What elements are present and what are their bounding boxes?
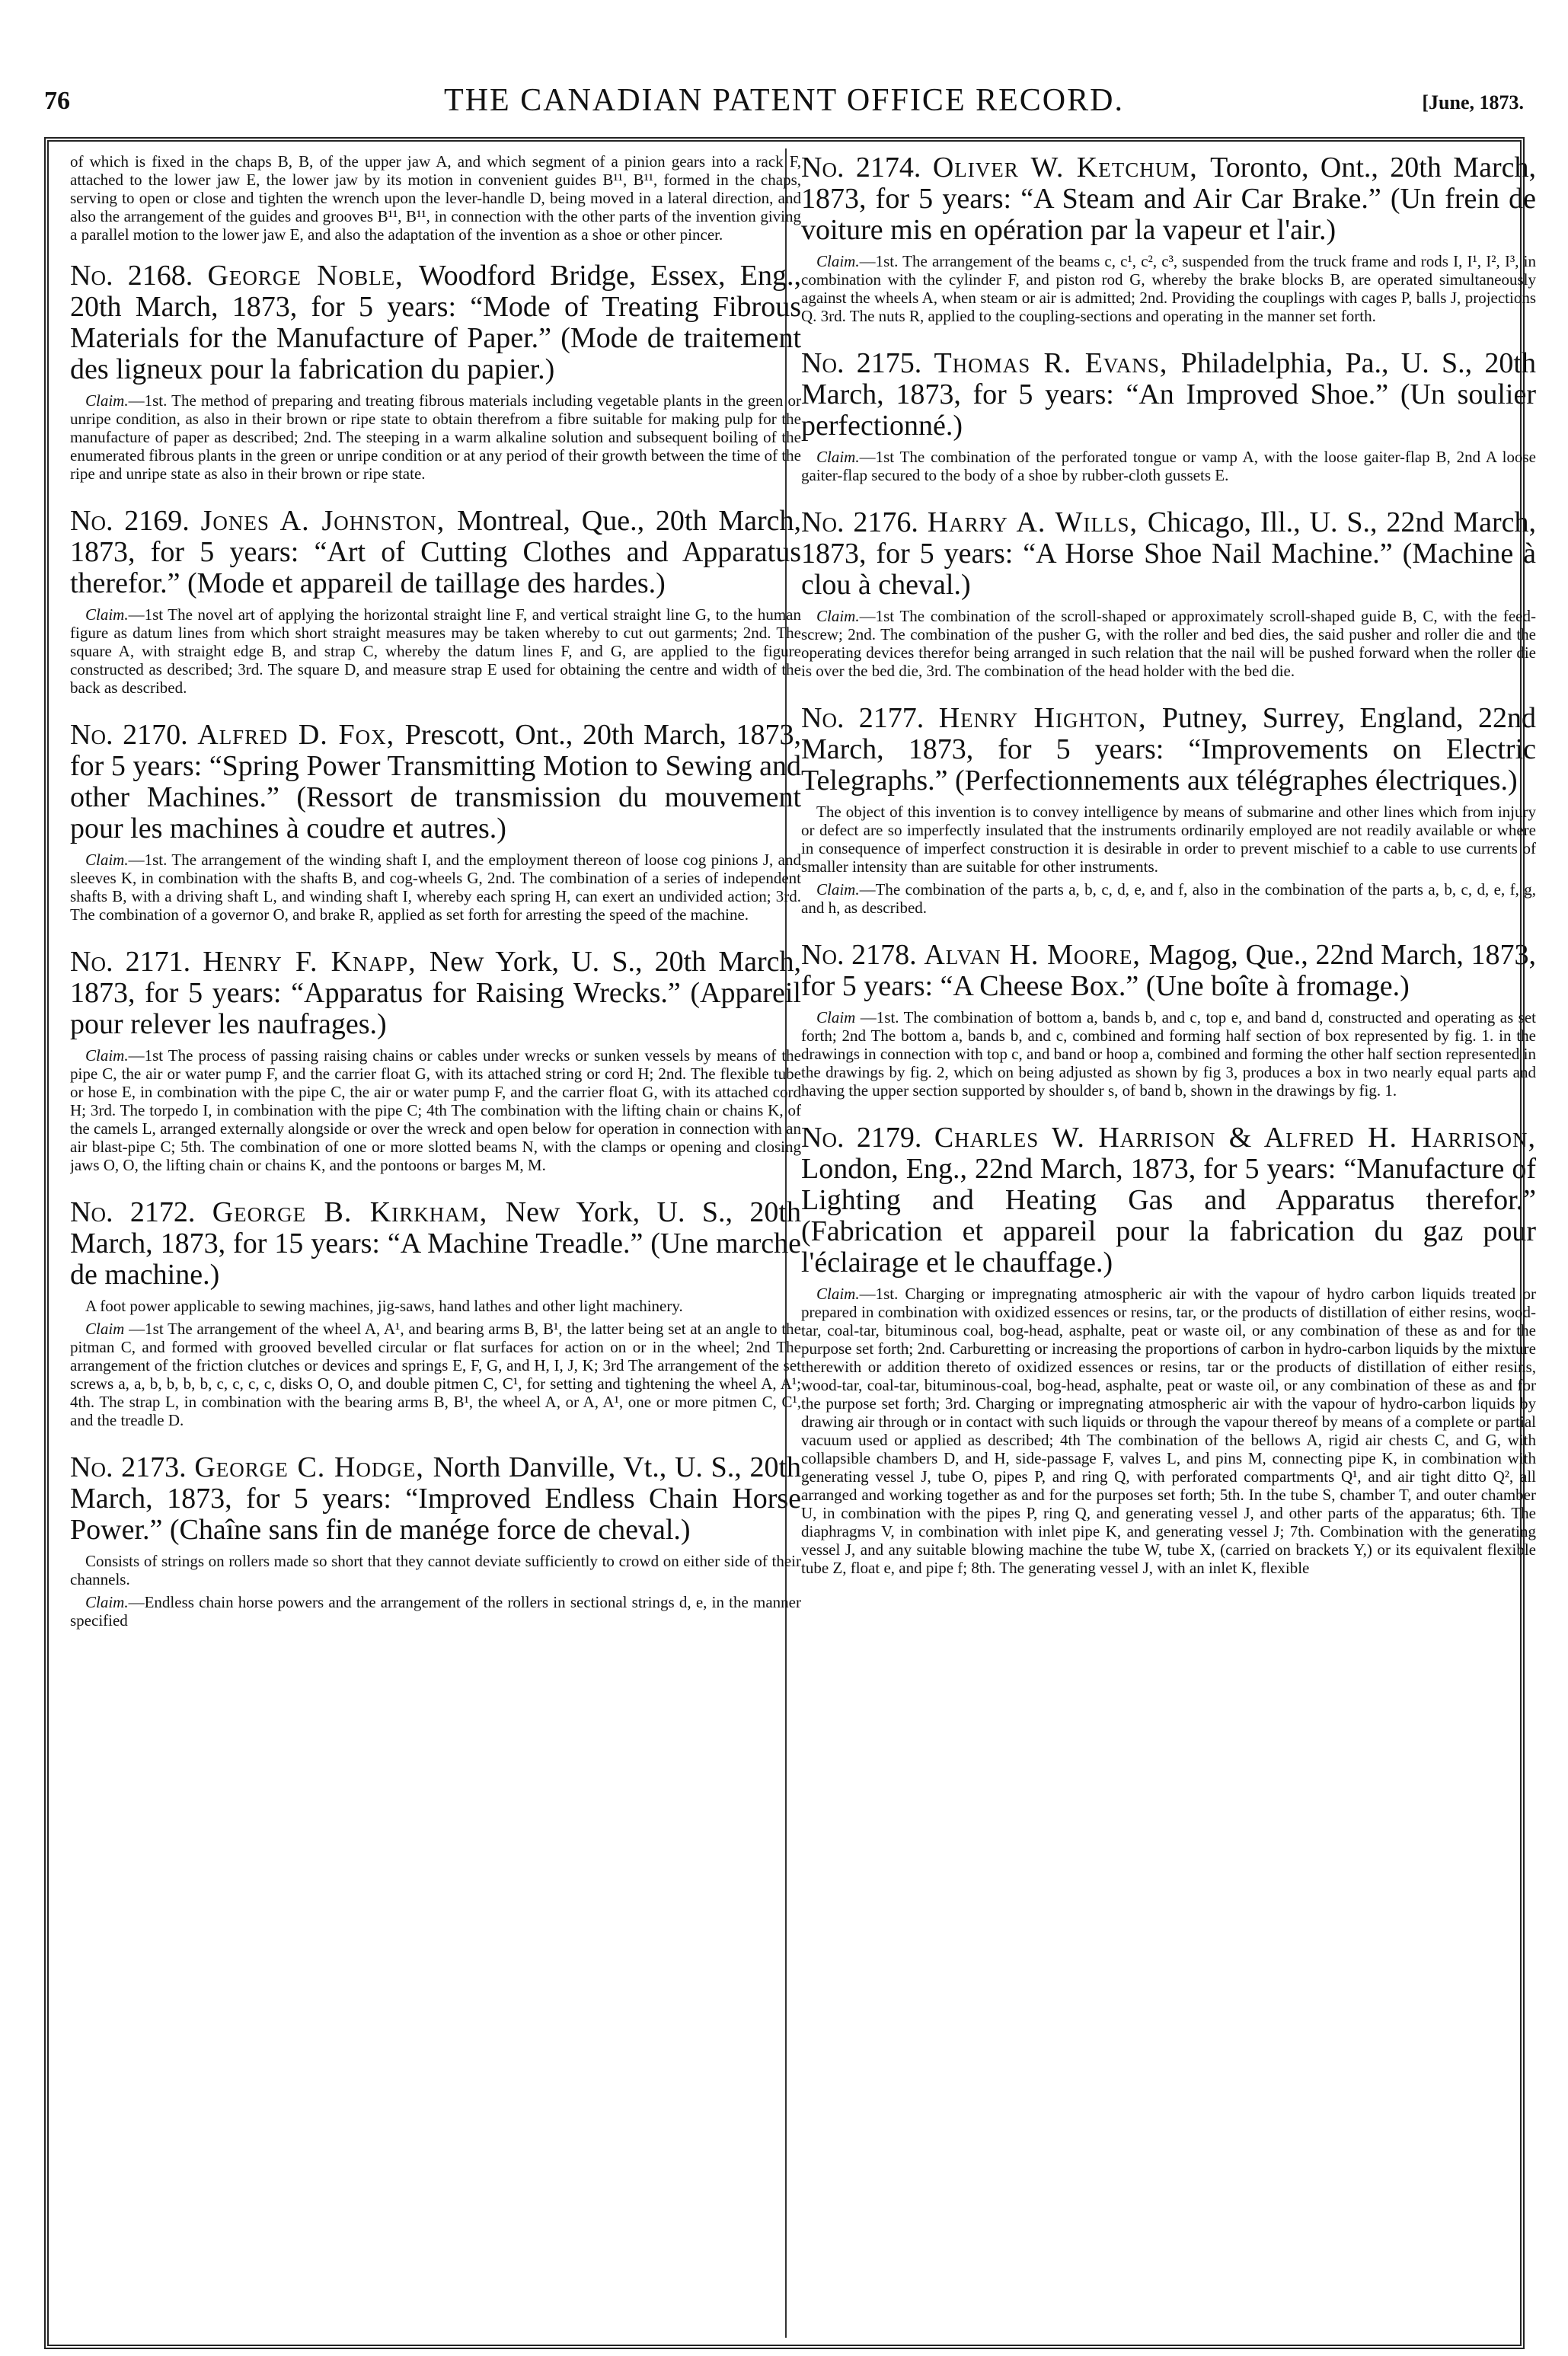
claim-label: Claim.: [816, 607, 860, 625]
paragraph-body: —1st The process of passing raising chains or cables under wrecks or sunken vessels by means of the pipe C, the air or water pump F, and the carrier float G, with its attached string or cord H; 2nd. The flexible tube or hose E, in combination with the pipe C, the air or water pump F, and the carrier float G, with its attached cord H; 3rd. The torpedo I, in combination with the pipe C; 4th The combination with the lifting chain or chains K, of the camels L, arranged externally alongside or over the wreck and open below for operation in connection with an air blast-pipe C; 5th. The combination of one or more slotted beams N, with the clamps or opening and closing jaws O, O, the lifting chain or chains K, and the pontoons or barges M, M.: [70, 1046, 801, 1174]
patent-number: No. 2173.: [70, 1451, 195, 1483]
page-number: 76: [44, 87, 70, 115]
patent-number: No. 2178.: [801, 939, 925, 971]
claim-label: Claim: [85, 1320, 125, 1338]
patent-entry: [801, 507, 1536, 680]
paragraph-body: Consists of strings on rollers made so short that they cannot deviate sufficiently to crowd on either side of their channels.: [70, 1552, 801, 1588]
patent-heading: [801, 348, 1536, 442]
patent-heading: [801, 152, 1536, 246]
running-title: THE CANADIAN PATENT OFFICE RECORD.: [444, 83, 1124, 118]
patentee-name: Harry A. Wills,: [927, 506, 1148, 538]
patentee-name: Oliver W. Ketchum,: [932, 152, 1211, 184]
patent-details: Putney, Surrey, England, 22nd March, 1873, for 5 years: “Improvements on Electric Telegraphs.” (Perfectionnements aux télégraphes électriques.): [801, 702, 1536, 797]
issue-date: [June, 1873.: [1422, 91, 1524, 113]
patent-details: North Danville, Vt., U. S., 20th March, 1873, for 5 years: “Improved Endless Chain Horse Power.” (Chaîne sans fin de manége force de cheval.): [70, 1451, 801, 1546]
patent-heading: [801, 507, 1536, 601]
patent-details: London, Eng., 22nd March, 1873, for 5 years: “Manufacture of Lighting and Heating Gas and Apparatus therefor.” (Fabrication et appareil pour la fabrication du gaz pour l'éclairage et le chauffage.): [801, 1153, 1536, 1279]
patent-details: Woodford Bridge, Essex, Eng., 20th March, 1873, for 5 years: “Mode of Treating Fibrous Materials for the Manufacture of Paper.” (Mode de traitement des ligneux pour la fabrication du papier.): [70, 260, 801, 385]
patentee-name: Thomas R. Evans,: [934, 347, 1181, 379]
paragraph-body: —1st The combination of the perforated tongue or vamp A, with the loose gaiter-flap B, 2nd A loose gaiter-flap secured to the body of a shoe by rubber-cloth gussets E.: [801, 448, 1536, 484]
paragraph-body: —Endless chain horse powers and the arrangement of the rollers in sectional strings d, e, in the manner specified: [70, 1593, 801, 1630]
patent-entry: [801, 940, 1536, 1100]
patent-number: No. 2174.: [801, 152, 933, 184]
claim-text: [70, 851, 801, 924]
patentee-name: Charles W. Harrison & Alfred H. Harrison,: [934, 1122, 1536, 1154]
patent-entry: [70, 260, 801, 483]
claim-label: Claim.: [85, 851, 129, 869]
description-text: [70, 1552, 801, 1588]
patent-details: New York, U. S., 20th March, 1873, for 15 years: “A Machine Treadle.” (Une marche de machine.): [70, 1196, 801, 1291]
patent-details: Magog, Que., 22nd March, 1873, for 5 years: “A Cheese Box.” (Une boîte à fromage.): [801, 939, 1536, 1002]
paragraph-body: —1st. The arrangement of the beams c, c¹, c², c³, suspended from the truck frame and rods I, I¹, I², I³, in combination with the cylinder F, and piston rod G, whereby the brake blocks B, are operated simultaneously against the wheels A, when steam or air is admitted; 2nd. Providing the couplings with cages P, balls J, projections Q. 3rd. The nuts R, applied to the coupling-sections and operating in the manner set forth.: [801, 252, 1536, 325]
patent-heading: [801, 940, 1536, 1002]
patentee-name: Alfred D. Fox,: [197, 719, 405, 751]
claim-label: Claim.: [816, 880, 860, 899]
patent-details: Montreal, Que., 20th March, 1873, for 5 years: “Art of Cutting Clothes and Apparatus therefor.” (Mode et appareil de taillage des hardes.): [70, 505, 801, 599]
right-column: [801, 152, 1536, 2338]
claim-label: Claim: [816, 1008, 856, 1026]
patent-number: No. 2175.: [801, 347, 934, 379]
claim-text: [70, 1046, 801, 1174]
patent-entry: [70, 720, 801, 924]
patentee-name: George C. Hodge,: [194, 1451, 433, 1483]
claim-text: [801, 607, 1536, 680]
patent-heading: [70, 260, 801, 385]
patent-heading: [70, 720, 801, 844]
paragraph-body: A foot power applicable to sewing machines, jig-saws, hand lathes and other light machinery.: [85, 1297, 683, 1315]
left-entries: [70, 260, 801, 1630]
left-column: [70, 152, 801, 2338]
patentee-name: Jones A. Johnston,: [200, 505, 458, 537]
patent-number: No. 2169.: [70, 505, 201, 537]
patent-heading: [70, 1197, 801, 1291]
patent-details: New York, U. S., 20th March, 1873, for 5 years: “Apparatus for Raising Wrecks.” (Appareil pour relever les naufrages.): [70, 946, 801, 1040]
patent-heading: [801, 703, 1536, 797]
description-text: [70, 1297, 801, 1315]
claim-text: [801, 448, 1536, 484]
patentee-name: Alvan H. Moore,: [924, 939, 1149, 971]
claim-text: [801, 1008, 1536, 1100]
patentee-name: George Noble,: [207, 260, 419, 292]
patentee-name: Henry Highton,: [938, 702, 1162, 734]
claim-text: [70, 391, 801, 483]
claim-text: [801, 880, 1536, 917]
patent-entry: [70, 1452, 801, 1630]
claim-text: [70, 605, 801, 697]
patent-details: Toronto, Ont., 20th March, 1873, for 5 years: “A Steam and Air Car Brake.” (Un frein de voiture mis en opération par la vapeur et l'air.): [801, 152, 1536, 246]
claim-text: [801, 1285, 1536, 1577]
claim-text: [801, 252, 1536, 325]
patent-entry: [70, 1197, 801, 1429]
page-header: [44, 82, 1524, 128]
paragraph-body: —1st. The method of preparing and treating fibrous materials including vegetable plants in the green or unripe condition, as also in their brown or ripe state to obtain therefrom a fibre suitable for making pulp for the manufacture of paper as described; 2nd. The steeping in a warm alkaline solution and subsequent boiling of the enumerated fibrous plants in the green or unripe condition or at any period of their growth between the time of the ripe and unripe state as also in their brown or ripe state.: [70, 391, 801, 483]
claim-label: Claim.: [85, 1593, 129, 1611]
paragraph-body: —1st. Charging or impregnating atmospheric air with the vapour of hydro carbon liquids treated or prepared in combination with oxidized essences or resins, tar, or the products of distillation of either resins, wood-tar, coal-tar, bituminous coal, bog-head, asphalte, peat or waste oil, or any combination of these as and for the purpose set forth; 2nd. Carburetting or increasing the proportions of carbon in hydro-carbon liquids by the mixture therewith or addition thereto of oxidized essences or resins, tar or the products of distillation of either resins, wood-tar, coal-tar, bituminous-coal, bog-head, asphalte, peat or waste oil, or any combination of these as and for the purpose set forth; 3rd. Charging or impregnating atmospheric air with the vapour of hydro-carbon liquids by drawing air through or in contact with such liquids or through the vapour thereof by means of a complete or partial vacuum used or applied as described; 4th The combination of the bellows A, rigid air chests C, and G, with collapsible chambers D, and H, side-passage F, valves L, and pins M, connecting pipe K, in combination with generating vessel J, tube O, pipes P, and ring Q, with perforated compartments Q¹, and air tight ditto Q², all arranged and working together as and for the purposes set forth; 5th. In the tube S, chamber T, and outer chamber U, in combination with the pipes P, ring Q, and generating vessel J, and other parts of the apparatus; 6th. The diaphragms V, in combination with inlet pipe K, and generating vessel J; 7th. Combination with the generating vessel J, and any suitable blowing machine the tube W, tube X, (carried on brackets Y,) or its equivalent flexible tube Z, float e, and pipe f; 8th. The generating vessel J, with an inlet K, flexible: [801, 1285, 1536, 1577]
claim-text: [70, 1593, 801, 1630]
paragraph-body: —1st The novel art of applying the horizontal straight line F, and vertical straight line G, to the human figure as datum lines from which short straight measures may be taken whereby to cut out garments; 2nd. The square A, with straight edge B, and strap C, whereby the datum lines F, and G, are applied to the figure constructed as described; 3rd. The square D, and measure strap E used for obtaining the centre and width of the back as described.: [70, 605, 801, 697]
patent-number: No. 2172.: [70, 1196, 212, 1228]
paragraph-body: —1st. The arrangement of the winding shaft I, and the employment thereon of loose cog pinions J, and sleeves K, in combination with the shafts B, and cog-wheels G, 2nd. The combination of a series of independent shafts B, with a driving shaft L, and winding shaft I, whereby each spring H, can exert an undivided action; 3rd. The combination of a governor O, and brake R, applied as set forth for arresting the speed of the machine.: [70, 851, 801, 924]
patent-heading: [70, 1452, 801, 1546]
patent-entry: [801, 1122, 1536, 1577]
patent-heading: [801, 1122, 1536, 1279]
continuation-text: of which is fixed in the chaps B, B, of the upper jaw A, and which segment of a pinion gears into a rack F, attached to the lower jaw E, the lower jaw by its motion in convenient guides B¹¹, B¹¹, formed in the chaps, serving to open or close and tighten the wrench upon the lever-handle D, being moved in a lateral direction, and also the arrangement of the guides and grooves B¹¹, B¹¹, in connection with the other parts of the invention giving a parallel motion to the lower jaw E, and also the adaptation of the invention as a shoe or other pincer.: [70, 152, 801, 244]
description-text: [801, 803, 1536, 876]
patentee-name: Henry F. Knapp,: [203, 946, 430, 978]
patent-entry: [801, 152, 1536, 325]
patent-heading: [70, 947, 801, 1040]
patent-number: No. 2168.: [70, 260, 208, 292]
patent-details: Prescott, Ont., 20th March, 1873, for 5 years: “Spring Power Transmitting Motion to Sewing and other Machines.” (Ressort de transmission du mouvement pour les machines à coudre et autres.): [70, 719, 801, 844]
patent-entry: [70, 947, 801, 1174]
claim-text: [70, 1320, 801, 1429]
paragraph-body: —1st. The combination of bottom a, bands b, and c, top e, and band d, constructed and operating as set forth; 2nd The bottom a, bands b, and c, combined and forming half section of box represented by fig. 1. in the drawings in connection with top c, and band or hoop a, combined and forming the other half section represented in the drawings by fig. 2, which on being adjusted as shown by fig 3, produces a box in two nearly equal parts and having the upper section supported by shoulder s, of band b, shown in the drawings by fig. 1.: [801, 1008, 1536, 1100]
patent-entry: [801, 348, 1536, 484]
patent-number: No. 2176.: [801, 506, 928, 538]
claim-label: Claim.: [816, 1285, 860, 1303]
paragraph-body: —The combination of the parts a, b, c, d, e, and f, also in the combination of the parts a, b, c, d, e, f, g, and h, as described.: [801, 880, 1536, 917]
patent-details: Philadelphia, Pa., U. S., 20th March, 1873, for 5 years: “An Improved Shoe.” (Un soulier perfectionné.): [801, 347, 1536, 442]
patent-details: Chicago, Ill., U. S., 22nd March, 1873, for 5 years: “A Horse Shoe Nail Machine.” (Machine à clou à cheval.): [801, 506, 1536, 601]
patent-number: No. 2177.: [801, 702, 939, 734]
paragraph-body: —1st The combination of the scroll-shaped or approximately scroll-shaped guide B, C, with the feed-screw; 2nd. The combination of the pusher G, with the roller and bed dies, the said pusher and roller die and the operating devices therefor being arranged in such relation that the nail will be pushed forward when the roller die is over the bed die, 3rd. The combination of the head holder with the bed die.: [801, 607, 1536, 680]
paragraph-body: —1st The arrangement of the wheel A, A¹, and bearing arms B, B¹, the latter being set at an angle to the pitman C, and formed with grooved bevelled circular or flat surfaces for action on or in the wheel; 2nd The arrangement of the friction clutches or devices and springs E, F, G, and H, I, J, K; 3rd The arrangement of the set screws a, a, b, b, b, b, c, c, c, c, disks O, O, and double pitmen C, C¹, for setting and tightening the wheel A, A¹; 4th. The strap L, in combination with the bearing arms B, B¹, the wheel A, or A, A¹, one or more pitmen C, C¹, and the treadle D.: [70, 1320, 801, 1429]
paragraph-body: The object of this invention is to convey intelligence by means of submarine and other lines which from injury or defect are so imperfectly insulated that the instruments ordinarily employed are not readily available or where in consequence of imperfect construction it is desirable in order to prevent mischief to a cable to use currents of smaller intensity than are suitable for other instruments.: [801, 803, 1536, 876]
patent-entry: [801, 703, 1536, 917]
patentee-name: George B. Kirkham,: [212, 1196, 506, 1228]
patent-number: No. 2171.: [70, 946, 203, 978]
patent-heading: [70, 506, 801, 599]
patent-number: No. 2170.: [70, 719, 198, 751]
claim-label: Claim.: [85, 605, 129, 624]
patent-entry: [70, 506, 801, 697]
claim-label: Claim.: [85, 1046, 129, 1065]
patent-number: No. 2179.: [801, 1122, 934, 1154]
claim-label: Claim.: [85, 391, 129, 410]
right-entries: [801, 152, 1536, 1577]
claim-label: Claim.: [816, 448, 860, 466]
claim-label: Claim.: [816, 252, 860, 270]
